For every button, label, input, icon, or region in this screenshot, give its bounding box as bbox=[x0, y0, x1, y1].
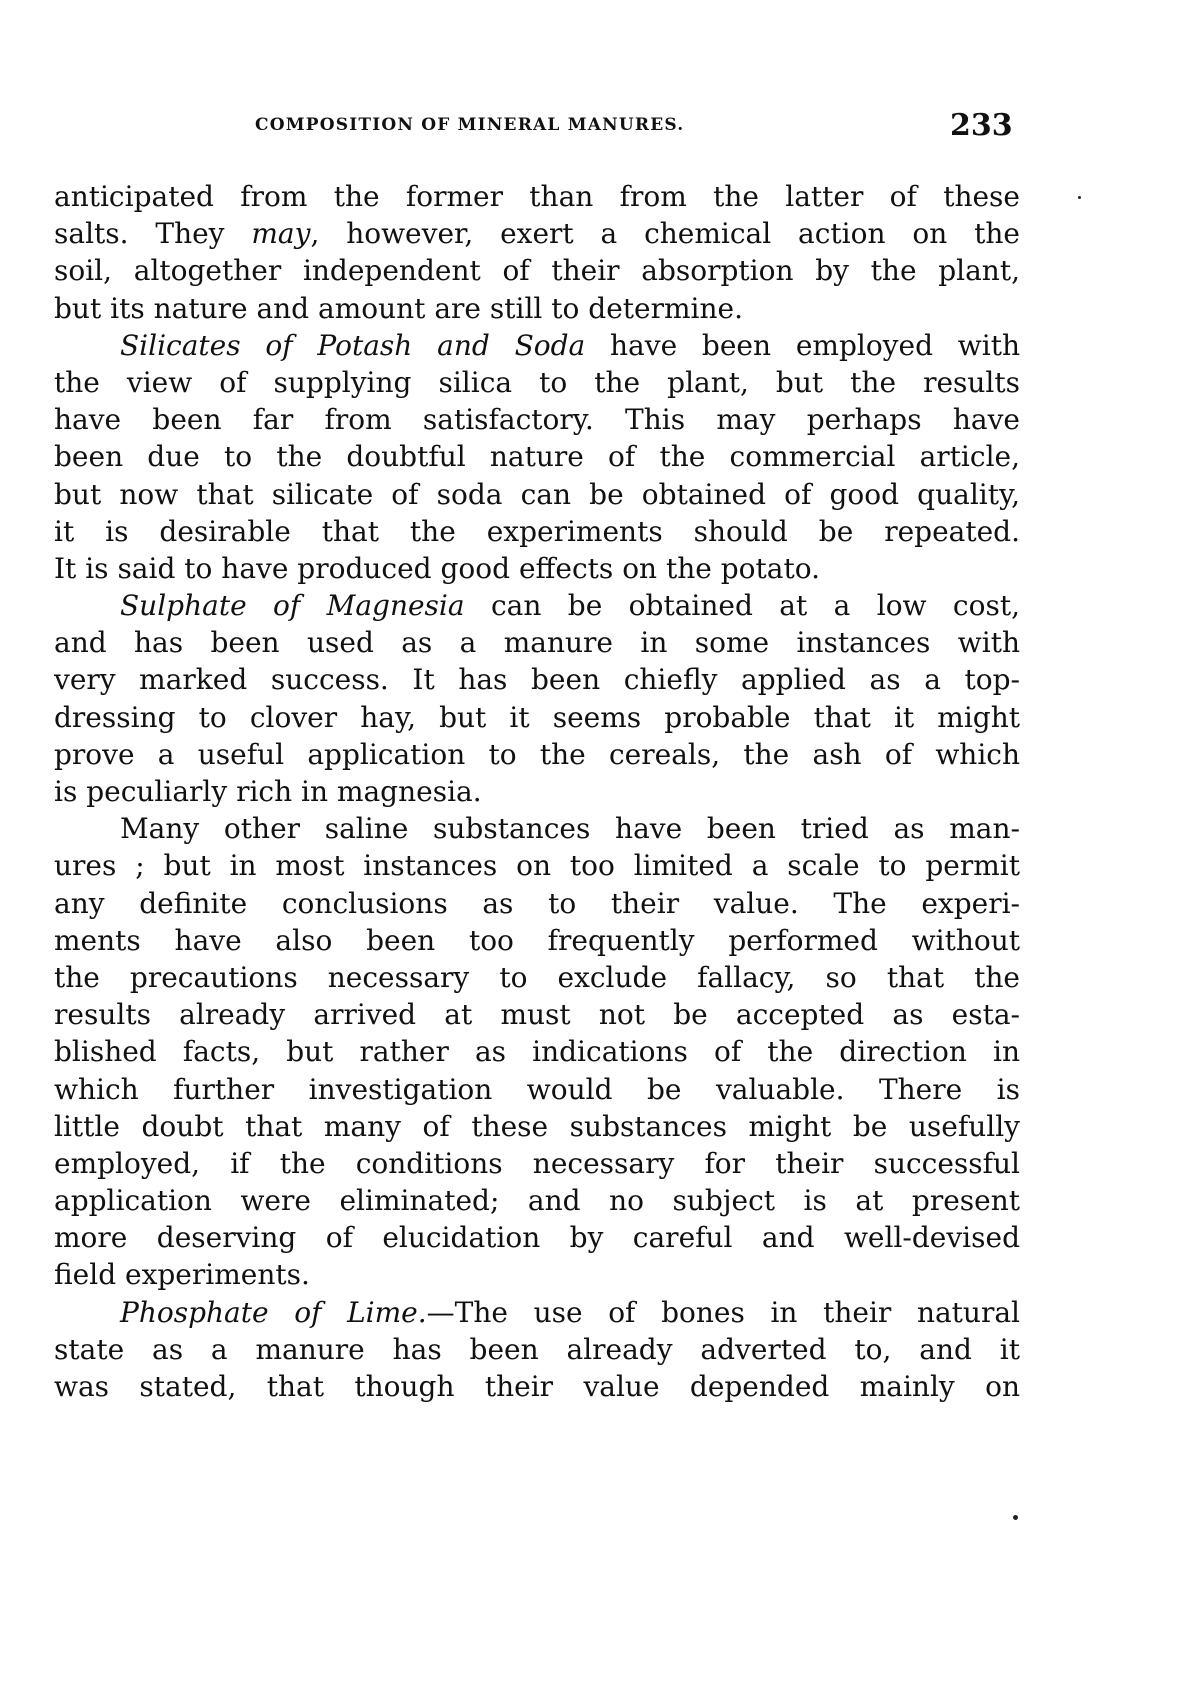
text-line: is peculiarly rich in magnesia. bbox=[54, 775, 482, 808]
text-line: more deserving of elucidation by careful and well-devised bbox=[54, 1221, 1020, 1255]
text-line: but its nature and amount are still to determine. bbox=[54, 291, 743, 325]
paragraph-sulphate-start bbox=[54, 587, 1020, 624]
text-line: application were eliminated; and no subject is at present bbox=[54, 1184, 1020, 1218]
text-line: very marked success. It has been chiefly applied as a top- bbox=[54, 663, 1020, 697]
text-run: —The use of bones in their natural bbox=[426, 1295, 1020, 1329]
text-line: the precautions necessary to exclude fallacy, so that the bbox=[54, 960, 1020, 994]
running-head: COMPOSITION OF MINERAL MANURES. bbox=[255, 115, 685, 135]
paragraph-phosphate-start bbox=[54, 1294, 1020, 1331]
text-run: , however, exert a chemical action on the bbox=[310, 217, 1021, 251]
text-run: can be obtained at a low cost, bbox=[464, 589, 1020, 623]
text-line: results already arrived at must not be accepted as esta- bbox=[54, 998, 1020, 1032]
text-line: but now that silicate of soda can be obtained of good quality, bbox=[54, 477, 1020, 511]
page-number: 233 bbox=[950, 108, 1013, 143]
text-line: prove a useful application to the cereals, the ash of which bbox=[54, 737, 1020, 771]
text-line: state as a manure has been already adverted to, and it bbox=[54, 1332, 1020, 1366]
paragraph-silicates-start bbox=[54, 327, 1020, 364]
text-line: which further investigation would be valuable. There is bbox=[54, 1072, 1020, 1106]
text-line: little doubt that many of these substances might be usefully bbox=[54, 1109, 1020, 1143]
text-run: salts. They bbox=[54, 217, 252, 251]
text-line: any definite conclusions as to their value. The experi- bbox=[54, 886, 1020, 920]
text-line: it is desirable that the experiments should be repeated. bbox=[54, 514, 1020, 548]
text-line: and has been used as a manure in some instances with bbox=[54, 626, 1020, 660]
text-run: have been employed with bbox=[585, 328, 1020, 362]
text-line: ments have also been too frequently performed without bbox=[54, 923, 1020, 957]
text-line bbox=[54, 215, 1020, 252]
heading-phosphate-lime: Phosphate of Lime. bbox=[120, 1295, 427, 1329]
body-text bbox=[54, 178, 1020, 1405]
text-line: blished facts, but rather as indications of the direction in bbox=[54, 1035, 1020, 1069]
text-line: soil, altogether independent of their absorption by the plant, bbox=[54, 254, 1020, 288]
text-line: employed, if the conditions necessary for their successful bbox=[54, 1146, 1020, 1180]
heading-silicates: Silicates of Potash and Soda bbox=[120, 328, 586, 362]
text-line: ures ; but in most instances on too limited a scale to permit bbox=[54, 849, 1020, 883]
text-line: anticipated from the former than from the latter of these bbox=[54, 180, 1020, 213]
text-line: It is said to have produced good effects on the potato. bbox=[54, 551, 820, 585]
text-line: field experiments. bbox=[54, 1258, 310, 1292]
text-line: was stated, that though their value depended mainly on bbox=[54, 1370, 1020, 1403]
paragraph-saline-start: Many other saline substances have been tried as man- bbox=[120, 812, 1020, 846]
text-line: been due to the doubtful nature of the commercial article, bbox=[54, 440, 1020, 474]
text-line: have been far from satisfactory. This may perhaps have bbox=[54, 403, 1020, 437]
text-line: the view of supplying silica to the plant, but the results bbox=[54, 365, 1020, 399]
print-speck bbox=[1013, 1515, 1018, 1520]
text-line: dressing to clover hay, but it seems probable that it might bbox=[54, 700, 1020, 734]
heading-sulphate-magnesia: Sulphate of Magnesia bbox=[120, 589, 465, 623]
print-speck bbox=[1078, 196, 1081, 199]
emphasis-may: may bbox=[251, 217, 311, 251]
